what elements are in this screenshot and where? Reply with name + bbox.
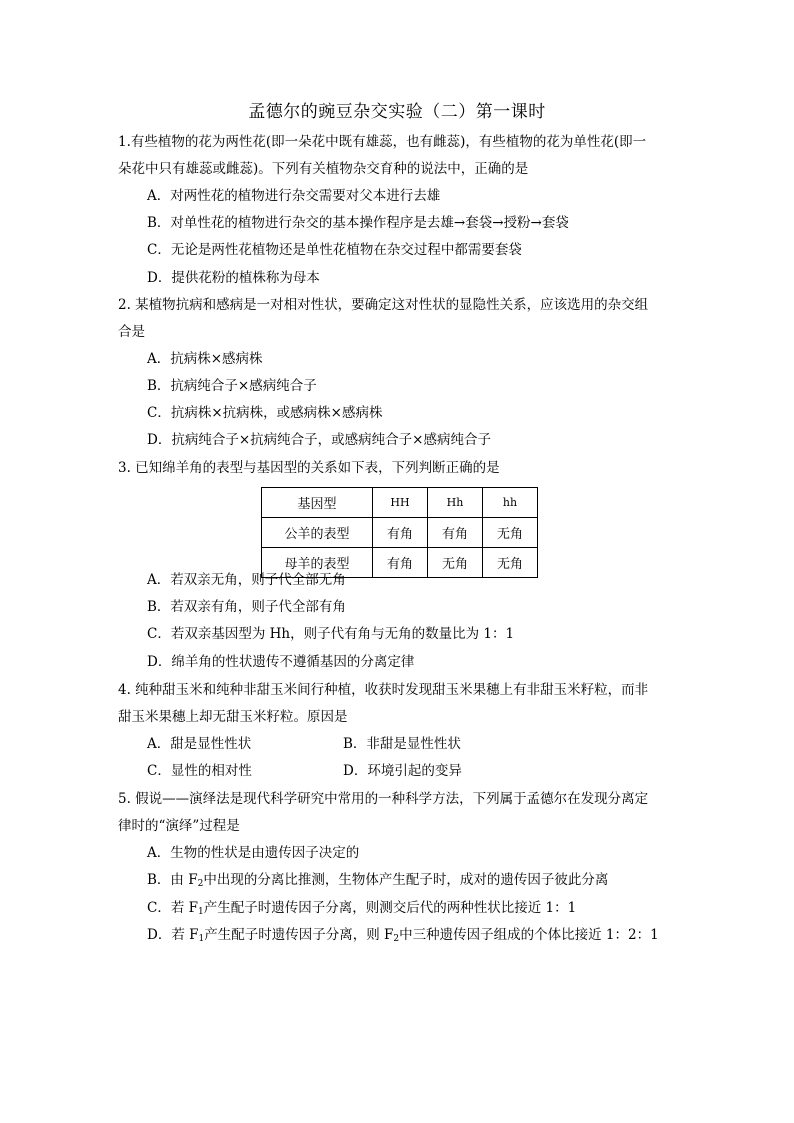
q5-option-d: [147, 925, 659, 949]
q3-stem: 3. 已知绵羊角的表型与基因型的关系如下表，下列判断正确的是: [118, 460, 500, 476]
q2-option-b: B．抗病纯合子×感病纯合子: [147, 378, 317, 394]
q5-stem-line1: 5. 假说——演绎法是现代科学研究中常用的一种科学方法，下列属于孟德尔在发现分离定: [118, 791, 649, 807]
q2-option-a: A．抗病株×感病株: [147, 351, 263, 367]
subscript: 2: [393, 934, 400, 944]
page-title: 孟德尔的豌豆杂交实验（二）第一课时: [248, 102, 546, 122]
q5-option-a: A．生物的性状是由遗传因子决定的: [147, 845, 360, 861]
q1-option-a: A．对两性花的植物进行杂交需要对父本进行去雄: [147, 188, 441, 204]
q3-option-c: C．若双亲基因型为 Hh，则子代有角与无角的数量比为 1：1: [147, 626, 515, 642]
q5-option-b: [147, 870, 608, 894]
q2-option-c: C．抗病株×抗病株，或感病株×感病株: [147, 405, 383, 421]
q4-option-d: D．环境引起的变异: [343, 763, 462, 779]
q5-option-d-mid: 产生配子时遗传因子分离，则 F: [204, 927, 394, 943]
table-cell: Hh: [428, 488, 483, 518]
table-cell: 基因型: [262, 488, 373, 518]
table-cell: 有角: [428, 518, 483, 548]
q3-option-d: D．绵羊角的性状遗传不遵循基因的分离定律: [147, 654, 415, 670]
q5-option-b-text: 中出现的分离比推测，生物体产生配子时，成对的遗传因子彼此分离: [203, 872, 609, 888]
table-cell: 有角: [373, 518, 428, 548]
q3-option-a: A．若双亲无角，则子代全部无角: [147, 572, 346, 588]
q4-option-c: C．显性的相对性: [147, 763, 252, 779]
q1-option-c: C．无论是两性花植物还是单性花植物在杂交过程中都需要套袋: [147, 242, 522, 258]
q3-option-b: B．若双亲有角，则子代全部有角: [147, 599, 346, 615]
subscript: 1: [198, 907, 204, 917]
q5-option-c-prefix: C．若 F: [147, 900, 198, 916]
q4-option-b: B．非甜是显性性状: [343, 736, 461, 752]
table-cell: 有角: [373, 548, 428, 578]
q4-stem-line2: 甜玉米果穗上却无甜玉米籽粒。原因是: [118, 709, 348, 725]
q5-option-d-prefix: D．若 F: [147, 927, 199, 943]
table-cell: 无角: [428, 548, 483, 578]
table-cell: 公羊的表型: [262, 518, 373, 548]
q2-stem-line1: 2. 某植物抗病和感病是一对相对性状，要确定这对性状的显隐性关系，应该选用的杂交组: [118, 297, 649, 313]
table-row: [262, 518, 538, 548]
q5-option-c-text: 产生配子时遗传因子分离，则测交后代的两种性状比接近 1：1: [203, 900, 577, 916]
q1-stem-line1: 1.有些植物的花为两性花(即一朵花中既有雄蕊，也有雌蕊)，有些植物的花为单性花(即一: [118, 134, 647, 150]
q1-option-b: B．对单性花的植物进行杂交的基本操作程序是去雄→套袋→授粉→套袋: [147, 215, 569, 231]
q2-option-d: D．抗病纯合子×抗病纯合子，或感病纯合子×感病纯合子: [147, 432, 491, 448]
q4-option-a: A．甜是显性性状: [147, 736, 252, 752]
genotype-table: [261, 487, 538, 578]
table-cell: 无角: [483, 518, 538, 548]
q1-option-d: D．提供花粉的植株称为母本: [147, 270, 320, 286]
q5-option-c: [147, 898, 576, 922]
table-cell: 无角: [483, 548, 538, 578]
table-header-row: [262, 488, 538, 518]
subscript: 2: [197, 879, 204, 889]
q1-stem-line2: 朵花中只有雄蕊或雌蕊)。下列有关植物杂交育种的说法中，正确的是: [118, 161, 529, 177]
table-cell: hh: [483, 488, 538, 518]
q5-option-d-text: 中三种遗传因子组成的个体比接近 1：2：1: [399, 927, 659, 943]
q5-stem-line2: 律时的“演绎”过程是: [118, 818, 240, 834]
q4-stem-line1: 4. 纯种甜玉米和纯种非甜玉米间行种植，收获时发现甜玉米果穗上有非甜玉米籽粒，而非: [118, 682, 649, 698]
q2-stem-line2: 合是: [118, 324, 145, 340]
subscript: 1: [198, 934, 205, 944]
q5-option-b-prefix: B．由 F: [147, 872, 198, 888]
table-cell: HH: [373, 488, 428, 518]
table-cell: 母羊的表型: [262, 548, 373, 578]
